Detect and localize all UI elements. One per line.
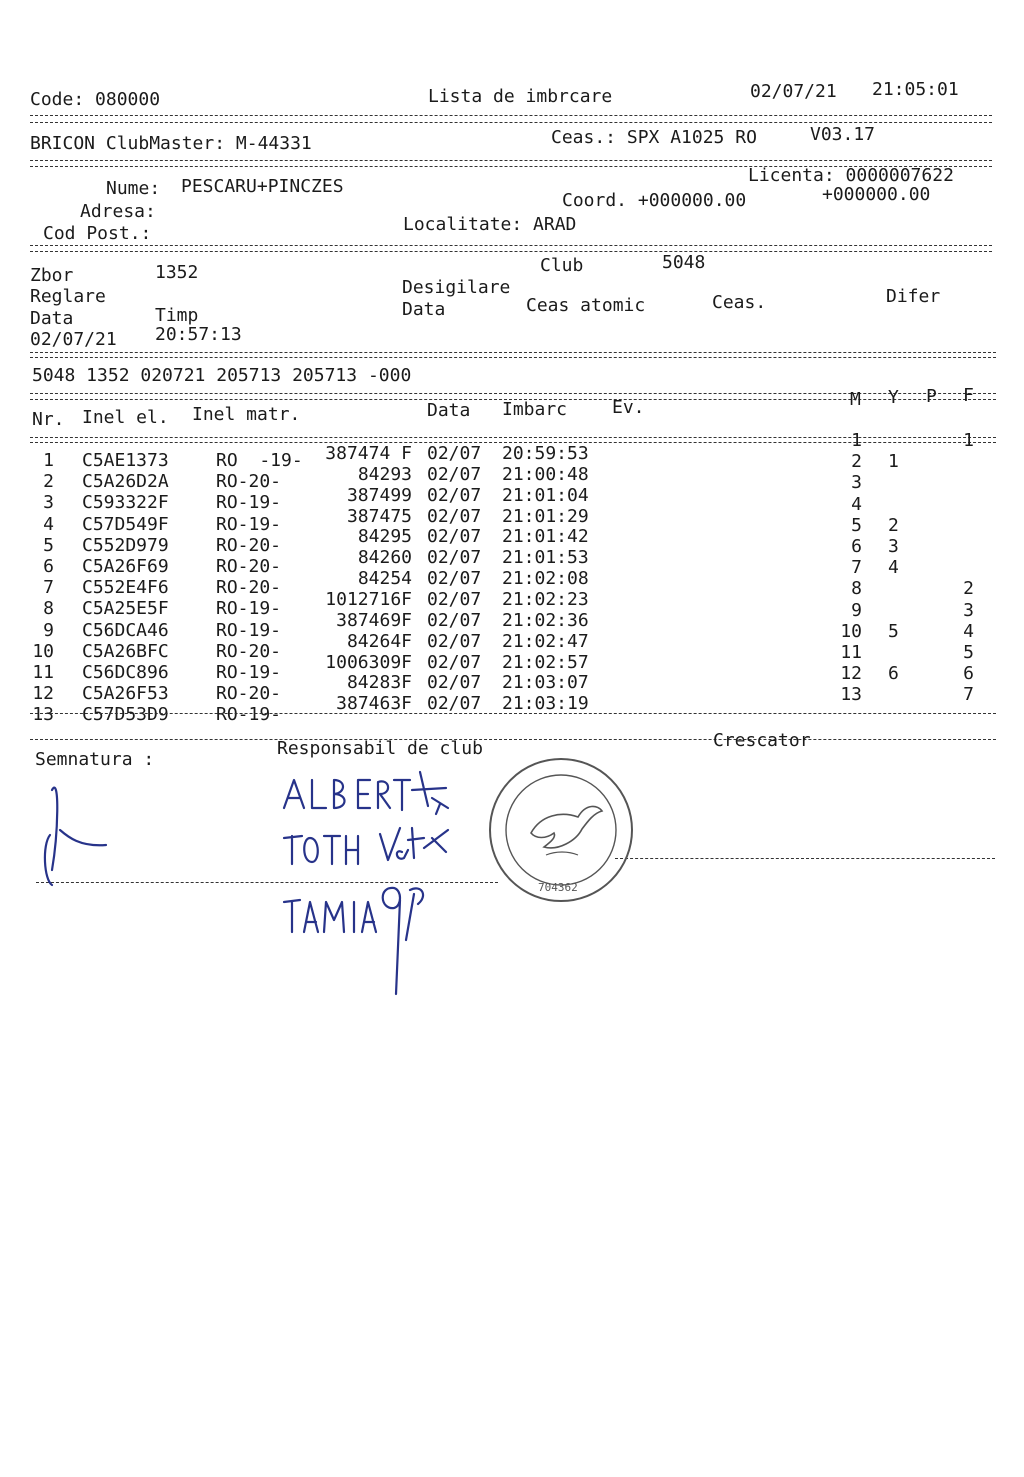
flight-label: Zbor: [30, 265, 74, 286]
ring-series: RO-20-: [216, 556, 282, 577]
coord-label: Coord. +000000.00: [562, 190, 747, 211]
version-label: V03.17: [810, 124, 876, 145]
flight-value: 1352: [155, 262, 199, 283]
arrival-date: 02/07: [427, 693, 482, 715]
rank-f: 6: [963, 663, 974, 685]
ring-series: RO-19-: [216, 704, 282, 726]
electronic-ring: C5A25E5F: [82, 598, 169, 620]
licence-label: Licenta: 0000007622: [748, 165, 954, 186]
header-date: 02/07/21: [750, 81, 837, 102]
ring-series: RO-20-: [216, 640, 282, 662]
row-number: 7: [43, 577, 54, 599]
rank-m: 10: [840, 620, 862, 642]
row-number: 1: [43, 450, 54, 471]
rank-y: 4: [888, 557, 899, 579]
club-stamp: [486, 755, 636, 905]
arrival-time: 21:02:08: [502, 568, 589, 590]
rank-m: 2: [851, 451, 862, 473]
arrival-date: 02/07: [427, 651, 482, 673]
col-header-inel-matr: Inel matr.: [192, 404, 301, 425]
reglare-label: Reglare: [30, 286, 106, 307]
svg-text:704362: 704362: [538, 881, 578, 894]
handwritten-signatures: [282, 768, 462, 863]
col-header-f: F: [963, 385, 974, 406]
ring-series: RO-20-: [216, 534, 282, 556]
rank-m: 12: [840, 663, 862, 685]
divider: [30, 245, 992, 246]
arrival-time: 21:03:07: [502, 672, 589, 694]
ring-series: RO-20-: [216, 577, 282, 599]
clubmaster-label: BRICON ClubMaster: M-44331: [30, 133, 312, 154]
ring-number: 387499: [346, 484, 412, 506]
arrival-time: 21:00:48: [502, 463, 589, 485]
signature-scribble: [30, 775, 120, 890]
col-header-inel-el: Inel el.: [82, 407, 169, 428]
rank-m: 6: [851, 536, 862, 557]
electronic-ring: C5A26D2A: [82, 471, 169, 493]
arrival-time: 20:59:53: [502, 443, 589, 464]
arrival-date: 02/07: [427, 526, 482, 548]
ring-number: 84295: [357, 526, 412, 548]
ring-number: 84293: [357, 463, 412, 485]
ring-series: RO -19-: [216, 450, 303, 471]
rank-m: 8: [851, 578, 862, 600]
row-number: 4: [43, 513, 54, 535]
electronic-ring: C5A26F69: [82, 556, 169, 577]
ring-number: 387469F: [336, 609, 412, 631]
divider: [30, 115, 992, 116]
divider: [30, 251, 992, 252]
divider: [30, 713, 996, 714]
arrival-date: 02/07: [427, 505, 482, 527]
rank-f: 5: [963, 642, 974, 663]
rank-f: 7: [963, 684, 974, 706]
divider: [615, 858, 995, 859]
rank-y: 6: [888, 663, 899, 685]
rank-y: 3: [888, 536, 899, 557]
ring-series: RO-19-: [216, 492, 282, 514]
breeder-label: Crescator: [713, 730, 811, 751]
col-header-p: P: [926, 386, 937, 407]
electronic-ring: C5AE1373: [82, 450, 169, 471]
reglare-time: 20:57:13: [155, 324, 242, 345]
ring-number: 84264F: [346, 630, 412, 652]
ring-series: RO-19-: [216, 662, 282, 683]
address-label: Adresa:: [80, 201, 156, 222]
electronic-ring: C5A26F53: [82, 683, 169, 705]
rank-f: 2: [963, 578, 974, 600]
atomic-clock-label: Ceas atomic: [526, 295, 646, 316]
electronic-ring: C56DC896: [82, 662, 169, 683]
electronic-ring: C57D53D9: [82, 704, 169, 726]
rank-m: 1: [851, 430, 862, 451]
divider: [30, 739, 996, 740]
row-number: 9: [43, 619, 54, 641]
rank-m: 13: [840, 684, 862, 706]
rank-y: 5: [888, 620, 899, 642]
row-number: 12: [32, 683, 54, 705]
code-label: Code: 080000: [30, 89, 161, 110]
arrival-time: 21:02:23: [502, 588, 589, 610]
desigilare-data-label: Data: [402, 299, 446, 320]
divider: [30, 160, 992, 161]
ring-number: 387463F: [336, 693, 412, 715]
electronic-ring: C5A26BFC: [82, 640, 169, 662]
arrival-date: 02/07: [427, 568, 482, 590]
club-label: Club: [540, 255, 584, 276]
ring-number: 1006309F: [325, 651, 412, 673]
timp-label: Timp: [155, 305, 199, 326]
col-header-data: Data: [427, 400, 471, 421]
name-label: Nume:: [106, 178, 161, 199]
ring-number: 84283F: [346, 672, 412, 694]
rank-f: 1: [963, 430, 974, 451]
rank-m: 7: [851, 557, 862, 579]
rank-m: 9: [851, 599, 862, 621]
ring-number: 387474 F: [325, 443, 412, 464]
rank-f: 3: [963, 599, 974, 621]
arrival-time: 21:02:57: [502, 651, 589, 673]
club-responsible-label: Responsabil de club: [277, 738, 483, 759]
arrival-date: 02/07: [427, 609, 482, 631]
arrival-date: 02/07: [427, 547, 482, 569]
club-value: 5048: [662, 252, 706, 273]
electronic-ring: C56DCA46: [82, 619, 169, 641]
ring-series: RO-19-: [216, 513, 282, 535]
rank-m: 3: [851, 472, 862, 494]
difference-label: Difer: [886, 286, 941, 307]
electronic-ring: C552E4F6: [82, 577, 169, 599]
arrival-date: 02/07: [427, 463, 482, 485]
divider: [30, 357, 996, 358]
handwritten-name-tamia: [282, 880, 442, 1000]
desigilare-label: Desigilare: [402, 277, 511, 298]
signature-label: Semnatura :: [35, 749, 155, 770]
coord-value-2: +000000.00: [822, 184, 931, 205]
electronic-ring: C57D549F: [82, 513, 169, 535]
row-number: 2: [43, 471, 54, 493]
col-header-ev: Ev.: [612, 397, 645, 418]
header-time: 21:05:01: [872, 79, 959, 100]
col-header-nr: Nr.: [32, 409, 65, 430]
summary-line: 5048 1352 020721 205713 205713 -000: [32, 365, 412, 386]
electronic-ring: C552D979: [82, 534, 169, 556]
rank-m: 4: [851, 493, 862, 515]
clock-col-label: Ceas.: [712, 292, 767, 313]
arrival-time: 21:02:36: [502, 609, 589, 631]
arrival-time: 21:02:47: [502, 630, 589, 652]
col-header-m: M: [850, 389, 861, 410]
arrival-date: 02/07: [427, 588, 482, 610]
arrival-date: 02/07: [427, 672, 482, 694]
ring-number: 84260: [357, 547, 412, 569]
divider: [30, 352, 996, 353]
rank-f: 4: [963, 620, 974, 642]
divider: [30, 122, 992, 123]
row-number: 6: [43, 556, 54, 577]
name-value: PESCARU+PINCZES: [181, 176, 344, 197]
postcode-label: Cod Post.:: [43, 223, 152, 244]
clock-label: Ceas.: SPX A1025 RO: [551, 127, 757, 148]
arrival-time: 21:01:29: [502, 505, 589, 527]
col-header-imbarc: Imbarc: [502, 399, 568, 420]
ring-series: RO-19-: [216, 598, 282, 620]
row-number: 13: [32, 704, 54, 726]
arrival-time: 21:01:04: [502, 484, 589, 506]
rank-m: 11: [840, 642, 862, 663]
row-number: 11: [32, 662, 54, 683]
arrival-time: 21:01:42: [502, 526, 589, 548]
row-number: 8: [43, 598, 54, 620]
ring-series: RO-20-: [216, 683, 282, 705]
arrival-date: 02/07: [427, 484, 482, 506]
arrival-time: 21:01:53: [502, 547, 589, 569]
row-number: 5: [43, 534, 54, 556]
rank-y: 1: [888, 451, 899, 473]
ring-number: 1012716F: [325, 588, 412, 610]
electronic-ring: C593322F: [82, 492, 169, 514]
data-label: Data: [30, 308, 74, 329]
ring-series: RO-20-: [216, 471, 282, 493]
row-number: 3: [43, 492, 54, 514]
reglare-date: 02/07/21: [30, 329, 117, 350]
ring-series: RO-19-: [216, 619, 282, 641]
rank-m: 5: [851, 514, 862, 536]
ring-number: 387475: [346, 505, 412, 527]
ring-number: 84254: [357, 568, 412, 590]
rank-y: 2: [888, 514, 899, 536]
arrival-date: 02/07: [427, 630, 482, 652]
document-title: Lista de imbrcare: [428, 86, 613, 107]
arrival-date: 02/07: [427, 443, 482, 464]
col-header-y: Y: [888, 387, 899, 408]
row-number: 10: [32, 640, 54, 662]
arrival-time: 21:03:19: [502, 693, 589, 715]
locality-label: Localitate: ARAD: [403, 214, 577, 235]
